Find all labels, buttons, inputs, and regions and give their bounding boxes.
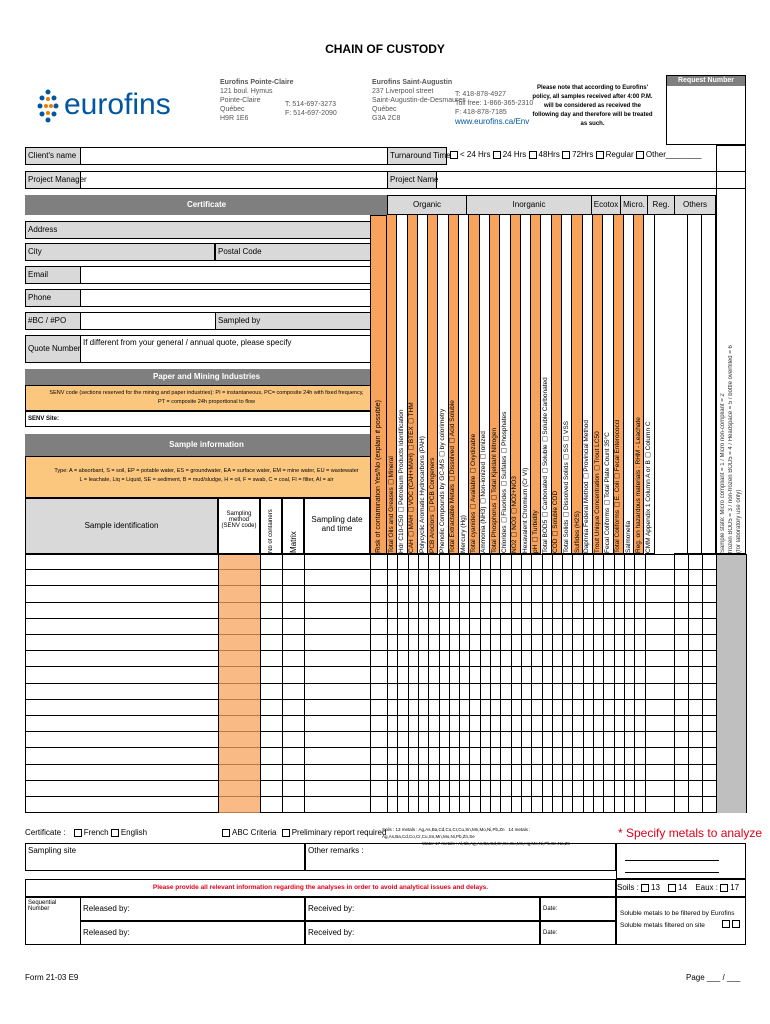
analysis-label-16: COD ☐Soluble COD <box>552 490 560 553</box>
analysis-column-2[interactable] <box>408 215 418 554</box>
sequential-number-field[interactable]: Sequential Number <box>25 897 81 945</box>
turnaround-options[interactable] <box>450 150 702 159</box>
lab1-addr: 121 boul. Hymus <box>220 88 273 95</box>
sampling-datetime-header: Sampling date and time <box>304 498 370 554</box>
analysis-column-19[interactable] <box>583 215 593 554</box>
types-line2: L = leachate, Liq = Liquid, SE = sediment, B = mud/sludge, H = oil, F = swab, C = coal, FI = filter, AI = air <box>79 477 334 483</box>
lab2-city: Saint-Augustin-de-Desmaures <box>372 97 466 104</box>
tat-lt24-checkbox[interactable] <box>450 151 458 159</box>
analysis-column-4[interactable] <box>428 215 438 554</box>
analysis-column-1[interactable] <box>397 215 407 554</box>
table-row[interactable] <box>25 700 746 716</box>
released-by-1[interactable]: Released by: <box>80 897 305 921</box>
soils14-checkbox[interactable] <box>668 884 676 892</box>
analysis-label-10: Total Phosphorus ☐Total Kjeldahl Nitrogen <box>490 427 498 553</box>
table-row[interactable] <box>25 732 746 748</box>
tat-24-checkbox[interactable] <box>493 151 501 159</box>
group-ecotox: Ecotox <box>591 195 621 215</box>
sampled-by-field[interactable]: Sampled by <box>215 312 388 330</box>
prelim-label: Preliminary report required <box>291 828 387 837</box>
soils-eaux-options <box>616 879 746 897</box>
analysis-label-2: CAH ☐MAH ☐VOC (CAH+MAH) ☐BTEX ☐THM <box>408 402 416 553</box>
table-row[interactable] <box>25 586 746 602</box>
tat-other-checkbox[interactable] <box>636 151 644 159</box>
lab1-city: Pointe-Claire <box>220 97 261 104</box>
senv-note-line2: PT = composite 24h proportional to flow <box>158 399 255 405</box>
analysis-label-12: NO2 ☐NO3 ☐NO2+NO3 <box>511 476 519 553</box>
analysis-column-23[interactable] <box>624 215 634 554</box>
english-label: English <box>120 828 148 837</box>
matrix-header <box>282 498 304 554</box>
analysis-label-7: Mercury (Hg) <box>460 515 468 553</box>
group-micro: Micro. <box>620 195 648 215</box>
analysis-label-19: Daphnia Federal Method ☐Provincial Method <box>583 419 591 553</box>
group-reg: Reg. <box>647 195 675 215</box>
analysis-label-22: Total Coliforms ☐E. Coli ☐Fecal Enterococci <box>614 419 622 553</box>
lab2-addr: 237 Liverpool street <box>372 88 434 95</box>
turnaround-label: Turnaround Time <box>387 147 447 165</box>
lab2-postal: G3A 2C8 <box>372 115 401 122</box>
sample-state-column <box>716 145 746 554</box>
eurofins-logo <box>36 86 186 126</box>
bc-po-label: #BC / #PO <box>25 312 81 330</box>
sampling-site-field[interactable]: Sampling site <box>25 843 305 871</box>
analysis-label-20: Trout Unique Concentration ☐Trout LC50 <box>593 431 601 553</box>
lab2-prov: Québec <box>372 106 397 113</box>
analysis-column-7[interactable] <box>459 215 469 554</box>
table-row[interactable] <box>25 748 746 764</box>
released-by-2[interactable]: Released by: <box>80 921 305 945</box>
analysis-label-8: Total cyanides ☐Available ☐Oxydizable <box>470 433 478 553</box>
lab2-fax: F: 418-878-7185 <box>455 109 507 116</box>
received-by-1[interactable]: Received by: <box>305 897 540 921</box>
analysis-label-21: Fecal Coliforms ☐Total Plate Count 35°C <box>603 432 611 553</box>
client-name-input[interactable] <box>80 147 388 165</box>
sample-state-line3: (for laboratory use only) <box>736 489 742 553</box>
soils13-checkbox[interactable] <box>641 884 649 892</box>
lab1-info <box>220 78 294 123</box>
phone-input[interactable] <box>80 289 388 307</box>
certificate-lang <box>25 828 147 837</box>
filter1-label: Soluble metals to be filtered by Eurofins <box>620 910 735 917</box>
specify-metals: * Specify metals to analyze <box>618 826 763 840</box>
table-row[interactable] <box>25 716 746 732</box>
analysis-label-4: PCB Aroclors ☐PCB Congeners <box>428 457 436 553</box>
logo-text: eurofins <box>64 88 171 121</box>
analysis-column-15[interactable] <box>542 215 552 554</box>
s17-label: 17 <box>730 883 740 892</box>
eaux-label: Eaux : <box>695 883 718 892</box>
analysis-column-11[interactable] <box>500 215 510 554</box>
sampling-method-header: Sampling method (SENV code) <box>218 498 260 554</box>
paper-mining-header: Paper and Mining Industries <box>25 369 388 385</box>
senv-site-field[interactable]: SENV Site: <box>25 411 388 427</box>
project-name-input[interactable] <box>436 171 746 189</box>
group-inorganic: Inorganic <box>466 195 592 215</box>
others-column-0[interactable] <box>674 215 688 554</box>
sample-types-note <box>25 456 388 498</box>
tat-48-checkbox[interactable] <box>529 151 537 159</box>
analysis-column-13[interactable] <box>521 215 531 554</box>
lab1-tel: T: 514-697-3273 <box>285 101 336 108</box>
lab2-website-link[interactable]: www.eurofins.ca/Env <box>455 117 530 126</box>
analysis-label-24: Reg. on hazardous materials : RHM - Leachate <box>635 417 643 553</box>
sample-identification-header: Sample identification <box>25 498 218 554</box>
table-row[interactable] <box>25 619 746 635</box>
abc-criteria-checkbox[interactable] <box>222 829 230 837</box>
date-1[interactable]: Date: <box>540 897 616 921</box>
analysis-column-12[interactable] <box>511 215 521 554</box>
lab2-tel: T: 418-878-4927 <box>455 91 506 98</box>
group-organic: Organic <box>387 195 467 215</box>
form-number: Form 21-03 E9 <box>25 973 79 982</box>
analysis-column-0[interactable] <box>387 215 397 554</box>
analysis-label-13: Hexavalent Chromium (Cr VI) <box>522 467 530 553</box>
policy-note: Please note that according to Eurofins' policy, all samples received after 4:00 P.M. will be considered as received the following day and therefore will be treated as such. <box>532 85 653 127</box>
analysis-column-16[interactable] <box>552 215 562 554</box>
lab2-tollfree: Toll free: 1-866-365-2310 <box>455 100 534 107</box>
analysis-column-17[interactable] <box>562 215 572 554</box>
analysis-column-20[interactable] <box>593 215 603 554</box>
analysis-column-14[interactable] <box>531 215 541 554</box>
types-line1: Type: A = absorbant, S = soil, EP = potable water, ES = groundwater, EA = surface water, EM = mine water, EU = wastewater <box>54 468 359 474</box>
analysis-label-18: Sulfides (H2S) <box>573 511 581 553</box>
senv-note-line1: SENV code (sections reserved for the mining and paper industries): PI = instantaneous, PC= composite 24h with fixed frequency, <box>49 390 364 396</box>
certificate-header: Certificate <box>25 195 388 215</box>
request-number-label: Request Number <box>667 76 745 86</box>
analysis-label-11: Chlorides ☐Fluorides ☐Sulfates ☐Phosphates <box>500 411 508 553</box>
analysis-column-10[interactable] <box>490 215 500 554</box>
tat-lt24-label: < 24 Hrs <box>460 150 491 159</box>
soils14-text: 14 metals : Ag,As,Ba,Cd,Co,Cr,Cu,Sn,Mn,Mo,Ni,Pb,Zn,Se <box>382 827 531 839</box>
analysis-label-17: Total Solids ☐Dissolved Solids ☐SS ☐VSS <box>562 420 570 553</box>
analysis-label-15: Total BOD5 ☐Carbonated ☐Soluble ☐Soluble Carbonated <box>542 377 550 553</box>
risk-label: Risk of contamination Yes/No (explain if possible) <box>375 400 382 553</box>
filter-options <box>616 897 746 945</box>
risk-column <box>370 215 387 554</box>
table-row[interactable] <box>25 797 746 813</box>
lab1-postal: H9R 1E6 <box>220 115 249 122</box>
french-checkbox[interactable] <box>74 829 82 837</box>
lab2-info <box>372 78 466 123</box>
email-label: Email <box>25 266 81 284</box>
other-remarks-field[interactable]: Other remarks : <box>305 843 616 871</box>
analysis-column-5[interactable] <box>439 215 449 554</box>
tat-24-label: 24 Hrs <box>502 150 527 159</box>
project-name-label: Project Name <box>387 171 437 189</box>
analysis-label-5: Phenolic Compounds by GC-MS ☐by colorimetry <box>439 408 447 553</box>
phone-label: Phone <box>25 289 81 307</box>
senv-note <box>25 385 388 411</box>
group-others: Others <box>674 195 716 215</box>
email-input[interactable] <box>80 266 388 284</box>
tat-72-label: 72Hrs <box>572 150 594 159</box>
analysis-column-25[interactable] <box>645 215 655 554</box>
filter-eurofins-checkbox[interactable] <box>732 920 740 928</box>
s14-label: 14 <box>678 883 688 892</box>
bc-po-input[interactable] <box>80 312 216 330</box>
analysis-column-6[interactable] <box>449 215 459 554</box>
tat-other-label: Other________ <box>645 150 702 159</box>
table-row[interactable] <box>25 635 746 651</box>
analysis-column-3[interactable] <box>418 215 428 554</box>
sample-info-header: Sample information <box>25 434 388 456</box>
analysis-label-23: Salmonella <box>625 520 633 553</box>
table-row[interactable] <box>25 651 746 667</box>
soils-label: Soils : <box>617 883 639 892</box>
tat-72-checkbox[interactable] <box>562 151 570 159</box>
quote-number-input[interactable]: If different from your general / annual quote, please specify <box>80 335 388 363</box>
cert-label: Certificate : <box>25 828 66 837</box>
analysis-column-22[interactable] <box>614 215 624 554</box>
analysis-label-6: Total Extractable Metals ☐Dissolved ☐Acid Soluble <box>449 400 457 553</box>
tat-48-label: 48Hrs <box>538 150 560 159</box>
request-number-box[interactable] <box>666 75 746 145</box>
sample-state-line2: frozen BOD5 = 3 / non-frozen BOD5 = 4 / Headspace = 5 / bottle overfilled = 6 <box>728 345 734 553</box>
table-row[interactable] <box>25 781 746 797</box>
table-row[interactable] <box>25 765 746 781</box>
page-title: CHAIN OF CUSTODY <box>325 42 445 56</box>
analysis-column-8[interactable] <box>469 215 479 554</box>
analysis-column-9[interactable] <box>480 215 490 554</box>
page-number: Page ___ / ___ <box>686 973 741 982</box>
pm-label: Project Manager <box>25 171 81 189</box>
metals-specify-box[interactable] <box>616 843 746 879</box>
prelim-report-checkbox[interactable] <box>282 829 290 837</box>
lab1-prov: Québec <box>220 106 245 113</box>
postal-code-field[interactable]: Postal Code <box>215 243 388 261</box>
english-checkbox[interactable] <box>111 829 119 837</box>
table-row[interactable] <box>25 603 746 619</box>
date-2[interactable]: Date: <box>540 921 616 945</box>
analysis-column-21[interactable] <box>603 215 613 554</box>
quote-number-label: Quote Number <box>25 335 81 363</box>
matrix-label: Matrix <box>288 531 298 553</box>
table-row[interactable] <box>25 667 746 683</box>
filter2-label: Soluble metals filtered on site <box>620 922 705 929</box>
analysis-label-0: Total Oils and Greases ☐Mineral <box>387 456 395 553</box>
analysis-column-18[interactable] <box>572 215 582 554</box>
tat-regular-label: Regular <box>605 150 634 159</box>
others-column-1[interactable] <box>688 215 702 554</box>
sample-state-line1: Sample state: Micro compliant = 1 / Micro non-compliant = 2 <box>720 393 726 553</box>
lab2-name: Eurofins Saint-Augustin <box>372 79 453 86</box>
report-options <box>222 828 386 837</box>
containers-label: Nb of containers <box>268 509 274 553</box>
lab1-name: Eurofins Pointe-Claire <box>220 79 294 86</box>
filter-site-checkbox[interactable] <box>722 920 730 928</box>
water17-text: Water 17 metals : Al,Sb,Ag,As,Ba,Cd,Cr,Co,Cu,Mn,Hg,Mo,Ni,Pb,Se,Na,Zn <box>422 841 571 846</box>
tat-regular-checkbox[interactable] <box>596 151 604 159</box>
analysis-column-24[interactable] <box>634 215 644 554</box>
analysis-label-14: pH ☐Turbidity <box>531 510 539 553</box>
client-name-label: Client's name <box>25 147 81 165</box>
table-row[interactable] <box>25 554 746 570</box>
table-row[interactable] <box>25 570 746 586</box>
lab1-fax: F: 514-697-2090 <box>285 110 337 117</box>
table-row[interactable] <box>25 684 746 700</box>
abc-label: ABC Criteria <box>232 828 277 837</box>
analysis-label-1: Hdr C10-C50 ☐Petroleum Products Identification <box>397 409 405 553</box>
analysis-label-25: CMM Appendix 1 Column A or B ☐Column C <box>645 421 653 553</box>
city-field[interactable]: City <box>25 243 215 261</box>
address-field[interactable]: Address <box>25 221 388 239</box>
s13-label: 13 <box>651 883 660 892</box>
eaux17-checkbox[interactable] <box>720 884 728 892</box>
french-label: French <box>83 828 109 837</box>
others-column-2[interactable] <box>702 215 716 554</box>
analysis-label-3: Polycyclic Aromatic Hydrocarbons (PAH) <box>419 436 427 553</box>
analysis-label-9: Ammonia (NH3) ☐Non-ionized ☐Ionized <box>480 431 488 553</box>
containers-header <box>260 498 282 554</box>
received-by-2[interactable]: Received by: <box>305 921 540 945</box>
provide-info-note: Please provide all relevant information regarding the analyses in order to avoid analytical issues and delays. <box>25 879 616 897</box>
soils13-text: Soils : 13 metals : Ag,As,Ba,Cd,Co,Cr,Cu,Sn,Mn,Mo,Ni,Pb,Zn <box>382 827 505 832</box>
pm-input[interactable] <box>80 171 388 189</box>
